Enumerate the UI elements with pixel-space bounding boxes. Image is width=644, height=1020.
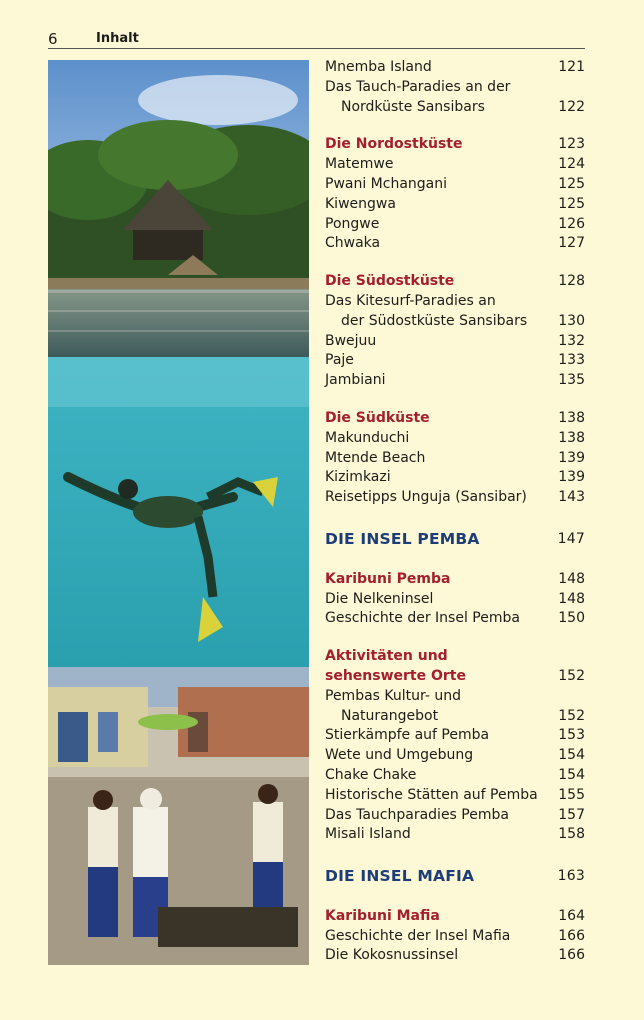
toc-entry: Naturangebot 152: [341, 707, 585, 724]
toc-section-heading: sehenswerte Orte 152: [325, 667, 585, 684]
photo-street-children: [48, 667, 309, 965]
toc-section-heading: Die Südostküste 128: [325, 273, 585, 290]
toc-entry: Chwaka 127: [325, 235, 585, 252]
toc-chapter-heading: DIE INSEL PEMBA 147: [325, 529, 585, 548]
photo-column: [48, 60, 309, 965]
toc-entry: Wete und Umgebung 154: [325, 747, 585, 764]
page-title: Inhalt: [96, 31, 139, 46]
toc-entry: Misali Island 158: [325, 826, 585, 843]
toc-section-heading: Karibuni Pemba 148: [325, 570, 585, 587]
toc-entry: Die Nelkeninsel 148: [325, 590, 585, 607]
toc-entry: Das Kitesurf-Paradies an: [325, 292, 496, 309]
toc-entry: Pwani Mchangani 125: [325, 175, 585, 192]
toc-entry: Historische Stätten auf Pemba 155: [325, 786, 585, 803]
toc-section-heading: Die Südküste 138: [325, 409, 585, 426]
toc-entry: Die Kokosnussinsel 166: [325, 947, 585, 964]
photo-snorkeler: [48, 357, 309, 667]
toc-entry: Chake Chake 154: [325, 766, 585, 783]
toc-entry: Kizimkazi 139: [325, 469, 585, 486]
toc-entry: Jambiani 135: [325, 372, 585, 389]
toc-entry: Pongwe 126: [325, 215, 585, 232]
toc-section-heading: Karibuni Mafia 164: [325, 907, 585, 924]
toc-entry: Kiwengwa 125: [325, 195, 585, 212]
page-number: 6: [48, 30, 58, 48]
table-of-contents: [325, 58, 585, 966]
toc-section-heading: Die Nordostküste 123: [325, 136, 585, 153]
toc-entry: Das Tauchparadies Pemba 157: [325, 806, 585, 823]
toc-entry: Pembas Kultur- und: [325, 687, 462, 704]
toc-entry: Paje 133: [325, 352, 585, 369]
toc-entry: Geschichte der Insel Mafia 166: [325, 927, 585, 944]
toc-entry: Geschichte der Insel Pemba 150: [325, 610, 585, 627]
toc-entry: Bwejuu 132: [325, 332, 585, 349]
toc-entry: Nordküste Sansibars 122: [341, 98, 585, 115]
toc-entry: Matemwe 124: [325, 156, 585, 173]
toc-entry: Das Tauch-Paradies an der: [325, 78, 511, 95]
toc-entry: der Südostküste Sansibars 130: [341, 312, 585, 329]
header-divider: [48, 48, 585, 49]
toc-chapter-heading: DIE INSEL MAFIA 163: [325, 867, 585, 886]
photo-beach-lodge: [48, 60, 309, 357]
toc-entry: Mnemba Island 121: [325, 59, 585, 75]
toc-entry: Stierkämpfe auf Pemba 153: [325, 727, 585, 744]
toc-entry: Mtende Beach 139: [325, 449, 585, 466]
toc-entry: Reisetipps Unguja (Sansibar) 143: [325, 489, 585, 506]
toc-section-heading: Aktivitäten und: [325, 648, 448, 665]
toc-entry: Makunduchi 138: [325, 429, 585, 446]
